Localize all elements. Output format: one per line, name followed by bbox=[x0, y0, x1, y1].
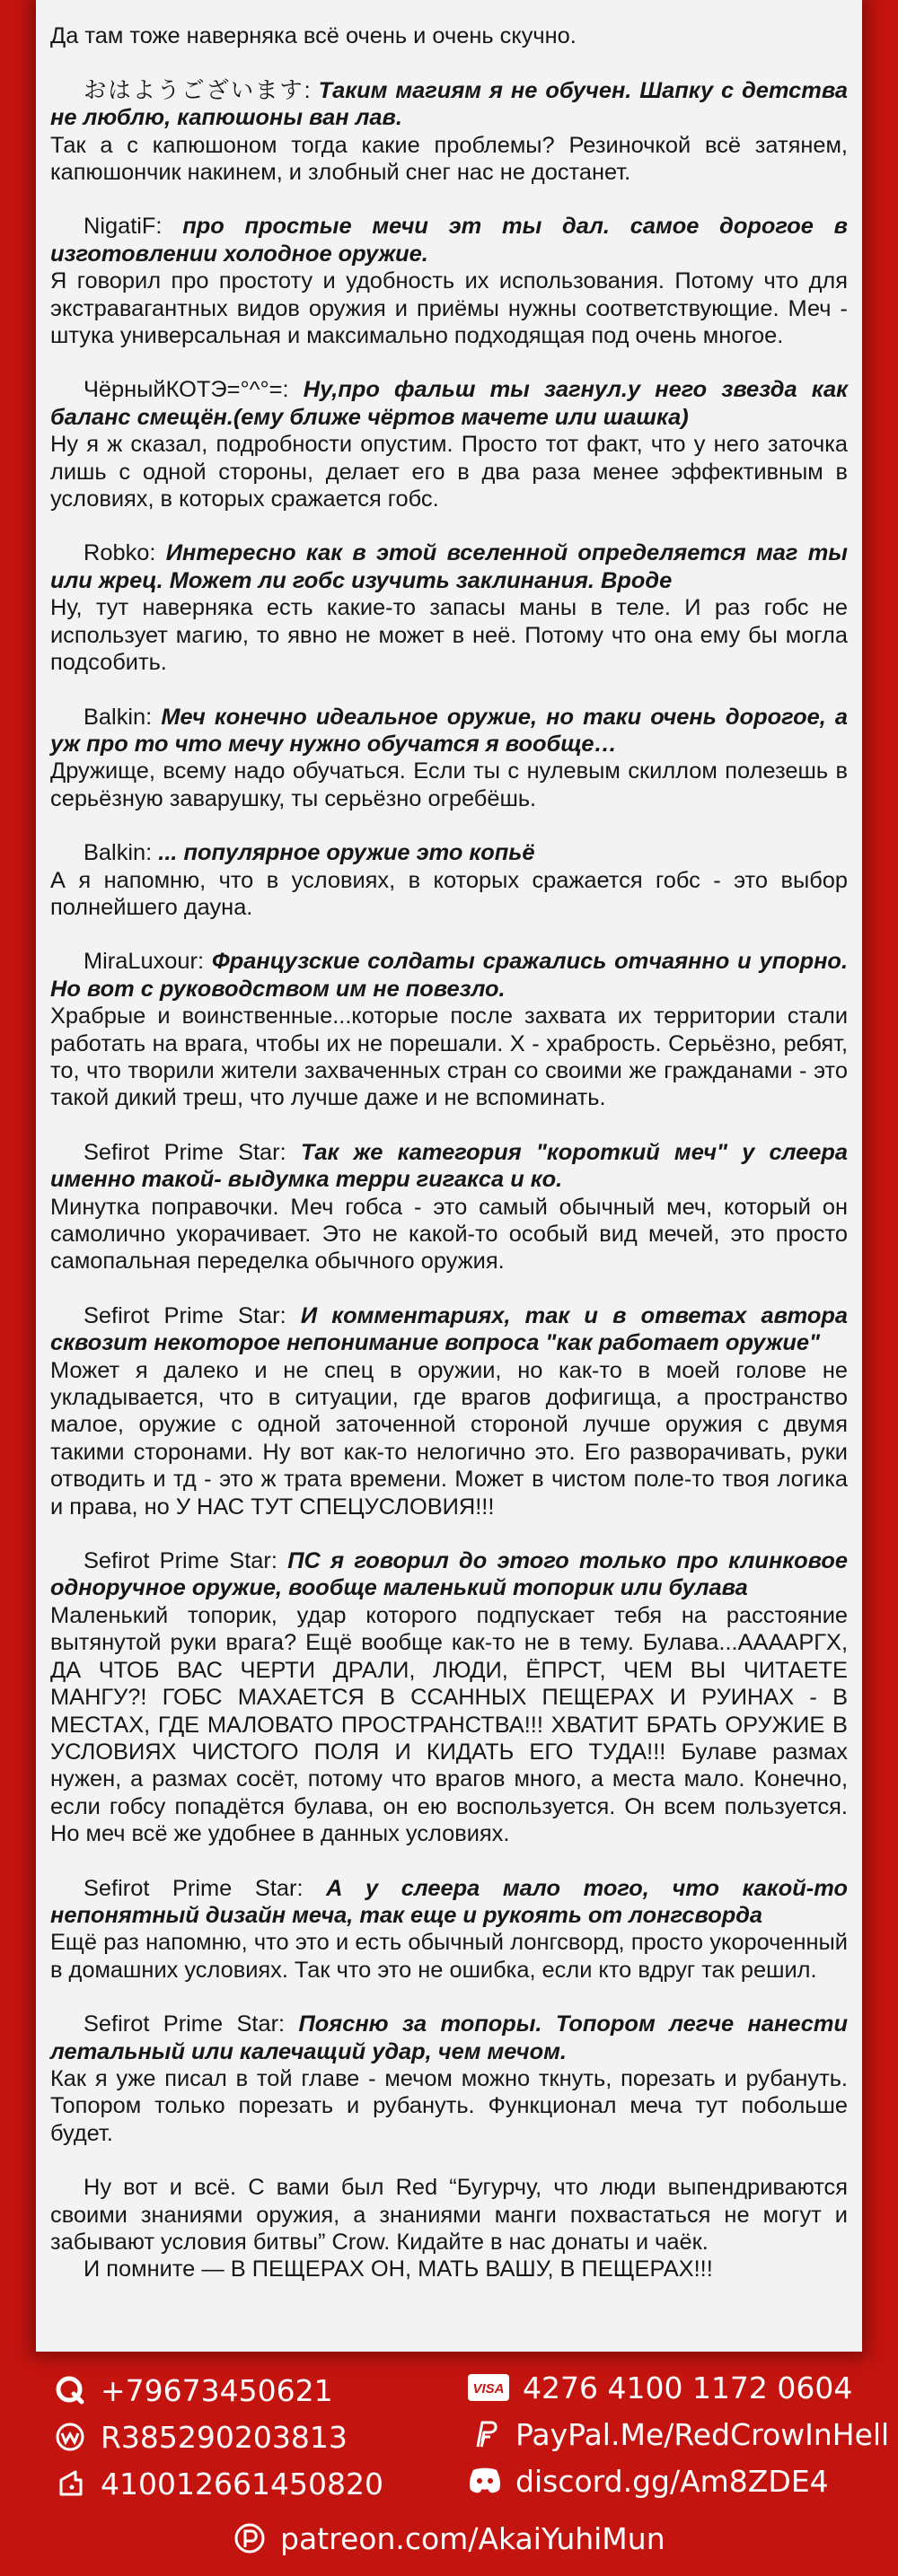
paypal-icon bbox=[467, 2416, 503, 2452]
paypal-row bbox=[467, 2416, 889, 2452]
comment-text: Поясню за топоры. Топором легче нанести летальный или калечащий удар, чем мечом. bbox=[50, 2011, 848, 2064]
comment-line bbox=[50, 1875, 848, 1930]
patreon-icon bbox=[232, 2520, 268, 2556]
patreon-text[interactable]: patreon.com/AkaiYuhiMun bbox=[280, 2520, 665, 2556]
qa-entry bbox=[50, 704, 848, 813]
phone-row bbox=[52, 2372, 333, 2408]
qa-entry bbox=[50, 1139, 848, 1275]
comment-line bbox=[50, 704, 848, 758]
comment-text: Так же категория "короткий меч" у слеера именно такой- выдумка терри гигакса и ко. bbox=[50, 1139, 848, 1193]
comment-line bbox=[50, 539, 848, 594]
outro bbox=[50, 2174, 848, 2283]
comment-author: Sefirot Prime Star: bbox=[84, 1875, 304, 1901]
qa-entry bbox=[50, 1302, 848, 1520]
qa-entry bbox=[50, 213, 848, 349]
webmoney-row bbox=[52, 2419, 348, 2455]
comment-text: Ну,про фальш ты загнул.у него звезда как баланс смещён.(ему ближе чёртов мачете или шашка) bbox=[50, 377, 848, 430]
comment-line bbox=[50, 839, 848, 866]
qa-entry bbox=[50, 948, 848, 1111]
author-reply: Ещё раз напомню, что это и есть обычный лонгсворд, просто укороченный в домашних условиях. Так что это не ошибка, если кто вдруг так решил. bbox=[50, 1930, 848, 1983]
comment-text: И комментариях, так и в ответах автора сквозит некоторое непонимание вопроса "как работает оружие" bbox=[50, 1302, 848, 1356]
author-reply: Минутка поправочки. Меч гобса - это самый обычный меч, который он самолично укорачивает. Это не какой-то особый вид мечей, это просто самопальная переделка обычного оружия. bbox=[50, 1194, 848, 1275]
comment-author: Sefirot Prime Star: bbox=[84, 2011, 286, 2037]
comment-text: А у слеера мало того, что какой-то непонятный дизайн меча, так еще и рукоять от лонгсворда bbox=[50, 1875, 848, 1928]
webmoney-icon bbox=[52, 2419, 88, 2455]
author-reply: Дружище, всему надо обучаться. Если ты с нулевым скиллом полезешь в серьёзную заварушку, ты серьёзно огребёшь. bbox=[50, 758, 848, 811]
comment-author: Sefirot Prime Star: bbox=[84, 1302, 286, 1328]
author-reply: Маленький топорик, удар которого подпускает тебя на расстояние вытянутой руки врага? Ещё вообще как-то не в тему. Булава...АААAРГХ, ДА ЧТОБ ВАС ЧЕРТИ ДРАЛИ, ЛЮДИ, ЁПРСТ, ЧЕМ ВЫ ЧИТАЕТЕ МАНГУ?! ГОБС МАХАЕТСЯ В ССАННЫХ ПЕЩЕРАХ И РУИНАХ - В МЕСТАХ, ГДЕ МАЛОВАТО ПРОСТРАНСТВА!!! ХВАТИТ БРАТЬ ОРУЖИЕ В УСЛОВИЯХ ЧИСТОГО ПОЛЯ И КИДАТЬ ЕГО ТУДА!!! Булаве размах нужен, а размах сосёт, потому что врагов много, а места мало. Конечно, если гобсу попадётся булава, он ею воспользуется. Он всем пользуется. Но меч всё же удобнее в данных условиях. bbox=[50, 1602, 848, 1847]
discord-text[interactable]: discord.gg/Am8ZDE4 bbox=[515, 2463, 829, 2499]
author-reply: А я напомню, что в условиях, в которых сражается гобс - это выбор полнейшего дауна. bbox=[50, 867, 848, 920]
qa-entry bbox=[50, 2011, 848, 2147]
qa-entry bbox=[50, 77, 848, 187]
comment-author: NigatiF: bbox=[84, 214, 163, 240]
comment-author: Balkin: bbox=[84, 840, 153, 866]
qa-entry bbox=[50, 1875, 848, 1985]
comment-text: Таким магиям я не обучен. Шапку с детства не люблю, капюшоны ван лав. bbox=[50, 77, 848, 131]
outro-line-2: И помните — В ПЕЩЕРАХ ОН, МАТЬ ВАШУ, В ПЕЩЕРАХ!!! bbox=[84, 2256, 713, 2282]
qa-list bbox=[50, 77, 848, 2147]
qa-entry bbox=[50, 839, 848, 921]
page-paper bbox=[36, 0, 862, 2352]
comment-author: Robko: bbox=[84, 540, 156, 566]
phone-text[interactable]: +79673450621 bbox=[101, 2372, 333, 2408]
yandex-row bbox=[52, 2466, 383, 2502]
comment-line bbox=[50, 77, 848, 132]
comment-author: ЧёрныйКОТЭ=°^°=: bbox=[84, 377, 289, 403]
comment-text: ... популярное оружие это копьё bbox=[158, 840, 535, 866]
yandex-money-icon bbox=[52, 2466, 88, 2502]
comment-line bbox=[50, 1139, 848, 1194]
qa-entry bbox=[50, 539, 848, 676]
patreon-row bbox=[232, 2520, 665, 2556]
comment-line bbox=[50, 1302, 848, 1357]
comment-author: Sefirot Prime Star: bbox=[84, 1139, 286, 1165]
webmoney-text[interactable]: R385290203813 bbox=[101, 2419, 348, 2455]
comment-line bbox=[50, 1547, 848, 1602]
comment-text: Меч конечно идеальное оружие, но таки очень дорогое, а уж про то что мечу нужно обучатся я вообще… bbox=[50, 704, 848, 757]
comment-line bbox=[50, 213, 848, 267]
author-reply: Храбрые и воинственные...которые после захвата их территории стали работать на врага, чтобы их не порешали. Х - храбрость. Серьёзно, ребят, то, что творили жители захваченных стран со своими же гражданами - это такой дикий треш, что лучше даже и не вспоминать. bbox=[50, 1003, 848, 1111]
author-reply: Ну я ж сказал, подробности опустим. Просто тот факт, что у него заточка лишь с одной стороны, делает его в два раза менее эффективным в условиях, в которых сражается гобс. bbox=[50, 432, 848, 513]
comment-line bbox=[50, 948, 848, 1003]
visa-row bbox=[467, 2370, 852, 2405]
visa-card-icon bbox=[467, 2370, 510, 2405]
visa-label: VISA bbox=[472, 2381, 505, 2396]
author-reply: Может я далеко и не спец в оружии, но как-то в моей голове не укладывается, что в ситуации, где врагов дофигища, а пространство малое, оружие с одной заточенной стороной лучше оружия с двумя такими сторонами. Ну вот как-то нелогично это. Его разворачивать, руки отводить и тд - это ж трата времени. Может в чистом поле-то твоя логика и права, но У НАС ТУТ СПЕЦУСЛОВИЯ!!! bbox=[50, 1357, 848, 1520]
author-reply: Я говорил про простоту и удобность их использования. Потому что для экстравагантных видов оружия и приёмы нужны соответствующие. Меч - штука универсальная и максимально подходящая под очень многое. bbox=[50, 268, 848, 349]
discord-icon bbox=[467, 2463, 503, 2499]
author-reply: Так а с капюшоном тогда какие проблемы? Резиночкой всё затянем, капюшончик накинем, и злобный снег нас не достанет. bbox=[50, 132, 848, 186]
comment-line bbox=[50, 2011, 848, 2065]
qiwi-icon bbox=[52, 2372, 88, 2408]
article-text bbox=[50, 0, 848, 2283]
yandex-text[interactable]: 410012661450820 bbox=[101, 2466, 383, 2502]
donation-footer bbox=[0, 2352, 898, 2576]
discord-row bbox=[467, 2463, 829, 2499]
comment-text: Интересно как в этой вселенной определяется маг ты или жрец. Может ли гобс изучить заклинания. Вроде bbox=[50, 540, 848, 593]
comment-author: Sefirot Prime Star: bbox=[84, 1548, 277, 1574]
comment-text: ПС я говорил до этого только про клинковое одноручное оружие, вообще маленький топорик или булава bbox=[50, 1548, 848, 1601]
comment-line bbox=[50, 376, 848, 431]
qa-entry bbox=[50, 1547, 848, 1847]
outro-line-1: Ну вот и всё. С вами был Red “Бугурчу, что люди выпендриваются своими знаниями оружия, а знаниями манги похвастаться не могут и забывают условия битвы” Crow. Кидайте в нас донаты и чаёк. bbox=[50, 2175, 848, 2256]
comment-author: Balkin: bbox=[84, 704, 153, 730]
qa-entry bbox=[50, 376, 848, 513]
comment-text: Французские солдаты сражались отчаянно и упорно. Но вот с руководством им не повезло. bbox=[50, 949, 848, 1002]
visa-text[interactable]: 4276 4100 1172 0604 bbox=[523, 2370, 853, 2405]
comment-author: MiraLuxour: bbox=[84, 949, 205, 975]
comment-author: おはようございます: bbox=[84, 77, 311, 103]
comment-text: про простые мечи эт ты дал. самое дорогое в изготовлении холодное оружие. bbox=[50, 214, 848, 267]
author-reply: Как я уже писал в той главе - мечом можно ткнуть, порезать и рубануть. Топором только порезать и рубануть. Функционал меча тут побольше будет. bbox=[50, 2065, 848, 2146]
paypal-text[interactable]: PayPal.Me/RedCrowInHell bbox=[515, 2416, 890, 2452]
intro-line: Да там тоже наверняка всё очень и очень скучно. bbox=[50, 23, 577, 49]
author-reply: Ну, тут наверняка есть какие-то запасы маны в теле. И раз гобс не использует магию, то явно не может в неё. Потому что она ему бы могла подсобить. bbox=[50, 595, 848, 676]
